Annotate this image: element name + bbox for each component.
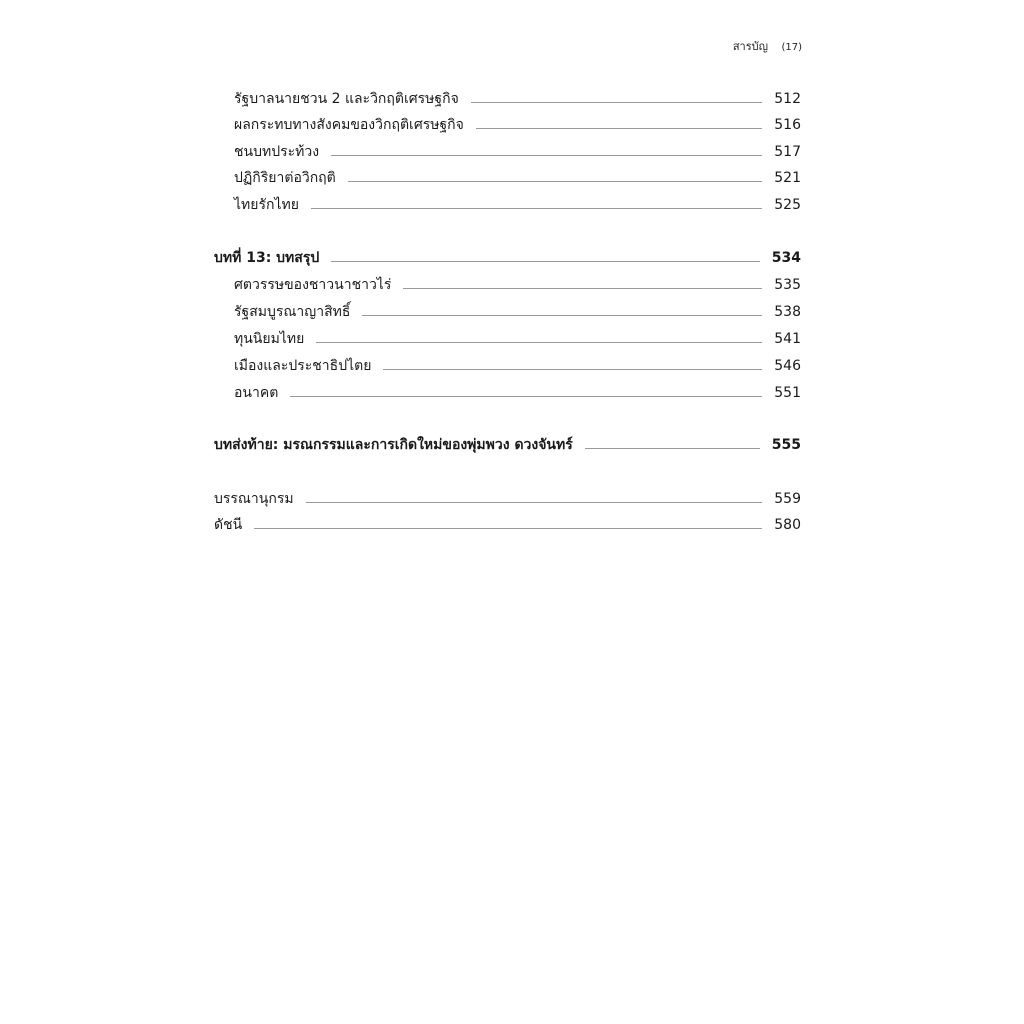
toc-entry-title: บทส่งท้าย: มรณกรรมและการเกิดใหม่ของพุ่มพวง ดวงจันทร์	[214, 437, 573, 453]
toc-entry[interactable]	[214, 297, 801, 321]
dot-leader	[254, 528, 762, 529]
dot-leader	[316, 342, 762, 343]
toc-entry[interactable]	[214, 351, 801, 375]
dot-leader	[290, 396, 762, 397]
dot-leader	[383, 369, 762, 370]
toc-entry[interactable]	[214, 84, 801, 108]
dot-leader	[348, 181, 763, 182]
toc-entry-title: รัฐสมบูรณาญาสิทธิ์	[234, 304, 351, 320]
toc-entry-page: 559	[774, 491, 801, 507]
dot-leader	[331, 155, 762, 156]
dot-leader	[306, 502, 763, 503]
toc-entry-title: เมืองและประชาธิปไตย	[234, 358, 372, 374]
page-number: (17)	[781, 42, 802, 53]
toc-entry-page: 546	[774, 358, 801, 374]
toc-entry[interactable]	[214, 510, 801, 534]
toc-entry[interactable]	[214, 484, 801, 508]
toc-entry-page: 535	[774, 277, 801, 293]
toc-entry-title: ดัชนี	[214, 517, 243, 533]
toc-entry[interactable]	[214, 378, 801, 402]
toc-entry-page: 516	[774, 117, 801, 133]
toc-entry[interactable]	[214, 190, 801, 214]
toc-entry[interactable]	[214, 110, 801, 134]
toc-entry[interactable]	[214, 270, 801, 294]
toc-entry-page: 534	[771, 250, 801, 266]
toc-entry-page: 538	[774, 304, 801, 320]
toc-entry-title: บรรณานุกรม	[214, 491, 294, 507]
toc-entry[interactable]	[214, 137, 801, 161]
toc-chapter-entry[interactable]	[214, 430, 801, 454]
dot-leader	[585, 448, 760, 449]
toc-entry-page: 512	[774, 91, 801, 107]
dot-leader	[362, 315, 762, 316]
toc-entry-title: ทุนนิยมไทย	[234, 331, 305, 347]
toc-entry-title: รัฐบาลนายชวน 2 และวิกฤติเศรษฐกิจ	[234, 91, 459, 107]
toc-entry[interactable]	[214, 324, 801, 348]
toc-entry-title: ศตวรรษของชาวนาชาวไร่	[234, 277, 392, 293]
dot-leader	[331, 261, 760, 262]
toc-entry-page: 525	[774, 197, 801, 213]
dot-leader	[476, 128, 762, 129]
toc-entry-page: 580	[774, 517, 801, 533]
toc-entry-title: ไทยรักไทย	[234, 197, 299, 213]
toc-entry-title: ผลกระทบทางสังคมของวิกฤติเศรษฐกิจ	[234, 117, 464, 133]
toc-entry-title: อนาคต	[234, 385, 279, 401]
toc-chapter-entry[interactable]	[214, 243, 801, 267]
dot-leader	[403, 288, 762, 289]
toc-entry-page: 517	[774, 144, 801, 160]
toc-entry[interactable]	[214, 163, 801, 187]
toc-entry-title: บทที่ 13: บทสรุป	[214, 250, 320, 266]
toc-entry-page: 555	[771, 437, 801, 453]
toc-entry-title: ปฏิกิริยาต่อวิกฤติ	[234, 170, 336, 186]
toc-entry-page: 551	[774, 385, 801, 401]
dot-leader	[311, 208, 762, 209]
dot-leader	[471, 102, 762, 103]
section-title: สารบัญ	[732, 40, 768, 53]
toc-entry-title: ชนบทประท้วง	[234, 144, 320, 160]
running-header	[733, 37, 802, 55]
toc-entry-page: 521	[774, 170, 801, 186]
toc-entry-page: 541	[774, 331, 801, 347]
